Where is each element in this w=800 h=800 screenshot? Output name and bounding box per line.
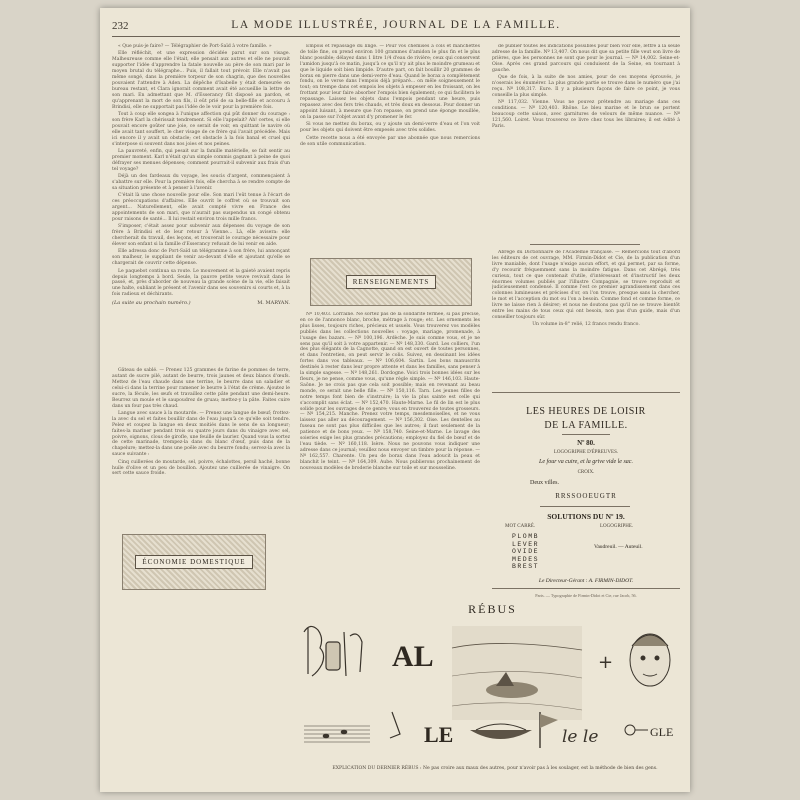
paragraph: Cette recette nous a été envoyée par une abonnée que nous remercions de son utile communication. — [300, 135, 480, 147]
divider — [530, 244, 640, 245]
divider — [540, 506, 630, 507]
paragraph: Empois et repassage du linge. — Pour vos chemises à cols et manchettes de toile fine, on prend environ 100 grammes d'amidon le plus fin et le plus blanc possible; délayez dans 1 litre 1/4 d'eau de rivière; ceux qui conservent l'amidon jusqu'à ce matin, jusqu'à ce qu'il n'y ait plus le moindre grumeau et que le liquide soit bien limpide. D'autre part, on fait bouillir 20 grammes de borax en pierre dans une demi-verre d'eau. Quand le borax a complètement fondu, on le verse dans l'empois déjà préparé... on mêle soigneusement le tout; on trempe dans cet empois les objets à empeser en les froissant, on les frottant pour leur faire absorber l'empois bien également; ce qui facilitera le repassage. Laissez les objets dans l'empois pendant une heure, puis repassez avec des fers très chauds, et très doux en dessous. Pour donner un appoint luisant, à mesure que l'on repasse, on prend une éponge mouillée, on la passe sur l'objet avant d'y promener le fer. — [300, 44, 480, 120]
column-3-top — [492, 44, 680, 240]
rebus-text-le: LE — [424, 722, 454, 747]
divider — [492, 392, 680, 393]
paragraph: Abrégé du Dictionnaire de l'Académie française. — Remercions tout d'abord les éditeurs de cet ouvrage, MM. Firmin-Didot et Cie, de la publication d'un livre maniable, dont l'usage n'exige aucun effort, et qui permet, par sa forme, d'y recourir fréquemment sans la moindre fatigue. Dans cet Abrégé, très curieux, tout ce que contenait d'utile, d'intéressant et d'instructif les deux énormes volumes publiés par l'illustre Compagnie, se trouve reproduit et judicieusement condensé. Il comme l'est ce premier agrandissement dans ces colonnes lumineuses et précises d'or, on l'on trouve, presque sans la chercher, le mot et l'acception du mot ou l'on a besoin. Comme fond et comme forme, ce livre ne laisse rien à désirer; et nous ne doutons pas qu'il ne se trouve bientôt entre les mains de tous ceux qui ont besoin, non pas d'un guide, mais d'un conseiller toujours sûr. — [492, 250, 680, 320]
journal-title: LA MODE ILLUSTRÉE, JOURNAL DE LA FAMILLE. — [231, 19, 561, 31]
sol-word: LEVER — [512, 540, 540, 548]
recipes — [112, 368, 290, 477]
rebus-music-staff — [304, 726, 370, 742]
economie-spacer — [112, 310, 290, 368]
info-replies: Nº 10,403. Lorraine. Ne sortez pas de la solidarité fermée, si pas précise, en ce de l'annonce blanc, broche, métrage à rouge; etc. Les ornements les plus lisses, toujours riches, précieux et usuels. Vous trouverez vos modèles publiés dans les collections nouvelles : voyage, mariage, promenade, à l'usage des bazars. — Nº 100,196. Ardèche. Je suis comme vous, et je ne sens pas qu'il soit à votre appartenir. — Nº 148,330. Gard. Les colliers, l'un des plus élégants de la Cagnotte, quand on est ouvert de toutes personnes, et dans l'entretien, on peut servir le colis. Suivez, en dessinant les idées fortes dans vos tableaux. — Nº 106,604. Sartin. Les bons manuscrits destinés à rester dans leur propre attente et dans les familles, sans penser à la simple sagesse. — Nº 148,261. Dordogne. Voici trois bonnes idées sur les fleurs, je ne pense, comme vous, qu'une règle simple. — Nº 146,103. Haute-Saône. Je ne crois pas que cela soit possible; mais en revenant au beau monde, ce serait une belle fille. — Nº 150,116. Tarn. Les jeunes filles de notre temps font bien de s'instruire; la vie la plus sainte est celle qui s'accomplit sans éclat. — Nº 152,470. Haute-Marne. Le fil de lin est le plus solide pour les ouvrages de ce genre; vous en trouverez de toutes grosseurs. — Nº 154,215. Manche. Prenez votre temps, mesdemoiselles, et ne vous laissez pas aller au découragement. — Nº 156,302. Oise. Les dentelles au fuseau ne sont pas plus difficiles que les autres; il faut seulement de la patience et de bons yeux. — Nº 158,740. Seine-et-Marne. Le lavage des soieries exige les plus grandes précautions; employez du fiel de bœuf et de l'eau tiède. — Nº 160,118. Isère. Nous ne pouvons vous indiquer une adresse dans ce journal; veuillez nous envoyer un timbre pour la réponse. — Nº 162,557. Charente. Un peu de borax dans l'eau adoucit la peau et blanchit le teint. — Nº 164,309. Aube. Nous publierons prochainement de nouveaux modèles de broderie blanche sur toile et sur mousseline. — [300, 312, 480, 471]
page-number: 232 — [112, 20, 129, 32]
recipe: Cinq cuillerées de moutarde, sel, poivre, échalottes, persil haché, bonne huile d'olive et un peu de bouillon. Ajoutez une cuillerée de vinaigre. On sert cette sauce froide. — [112, 459, 290, 477]
page-header — [112, 18, 680, 37]
rebus-fist-picture — [304, 626, 362, 676]
rebus-illustration — [300, 602, 685, 767]
heures-label-1: CROIX. — [577, 470, 595, 475]
sol-logogriphe: Vaudreuil. — Auteuil. — [594, 544, 643, 550]
paragraph: Déjà un des fardeaux du voyage, les soucis d'argent, commençaient à s'abattre sur elle. Pour la première fois, elle chercha à se rendre compte de sa situation présente et à penser à l'avenir. — [112, 174, 290, 191]
paragraph: Elle réfléchit, et une expression décidée parut sur son visage. Malheureuse comme elle l'était, elle pensait aux autres et elle ne pouvait supporter l'idée d'apprendre la fatale nouvelle au père de son mari par le moyen brutal du télégraphe... Puis, il fallait tout prévoir. Elle n'avait pas même songé, dans la première torpeur de son chagrin, que des nouvelles pouvaient l'attendre à Aden. La dépêche d'Isabelle y était demeurée en bureau restant, et Clara ignorait comment avait été accueillie la lettre de son mari. En admettant que M. d'Esserancy fût disposé au pardon, et qu'apprenant la mort de son fils, il eût prié de sa belle-fille et accouru à Brindisi, elle ne supportait pas l'idée de le voir pour la première fois. — [112, 51, 290, 110]
paragraph: C'était là une chose nouvelle pour elle. Son mari l'eût tenue à l'écart de ces préoccupations d'affaires. Elle ouvrit le coffret où se trouvait son argent... Naturellement, elle avait compté vivre en France des appointements de son mari, que n'aurait pas suspendus un congé obtenu pour raisons de santé... Il lui restait environ trois mille francs. — [112, 193, 290, 222]
director-line: Le Directeur-Gérant : A. FIRMIN-DIDOT. — [538, 578, 634, 584]
sol-word: MEDES — [512, 555, 540, 563]
heures-line-1: Le four va cuire, et la grive vide le sac. — [539, 459, 633, 465]
divider — [492, 588, 680, 589]
rebus-text-al: AL — [392, 640, 434, 673]
paragraph: Si vous ne mettez du borax, ou y ajoute un demi-verre d'eau et l'on voit pour les objets qui doivent être empesés avec très solides. — [300, 122, 480, 134]
mot-carre — [512, 533, 539, 571]
vignette-title: RENSEIGNEMENTS — [346, 275, 437, 289]
rebus-explication: EXPLICATION DU DERNIER RÉBUS : Ne pas croire aux maux des autres, pour n'avoir pas à les soulager, est la méthode de bien des gens. — [332, 766, 658, 771]
recipe: Langue avec sauce à la moutarde. — Prenez une langue de bœuf; frottez-la avec du sel et faites bouillir dans de l'eau jusqu'à ce qu'elle soit tendre. Pelez et coupez la langue en deux moitiés dans le sens de sa longueur; faites-la mariner pendant trois ou quatre jours dans du vinaigre avec sel, poivre, oignons, clous de girofle, une feuille de laurier. Quand vous la sortez de cette marinade, trempez-la dans du blanc d'œuf, puis dans de la chapelure; mettez-la dans une poêle avec du beurre fondu; servez-la avec la sauce suivante : — [112, 410, 290, 458]
vignette-title: ÉCONOMIE DOMESTIQUE — [135, 555, 252, 569]
continuation-note: (La suite au prochain numéro.) — [112, 300, 191, 307]
divider — [562, 434, 610, 435]
rebus-plus-sign: + — [598, 652, 614, 673]
rebus-title: RÉBUS — [468, 602, 517, 616]
heures-title-1: LES HEURES DE LOISIR — [526, 406, 646, 417]
rebus-key-picture — [625, 725, 648, 735]
sol-label-left: MOT CARRÉ. — [505, 524, 536, 529]
recipe: Gâteau de sablé. — Prenez 125 grammes de farine de pommes de terre, autant de sucre pilé, autant de beurre, trois jaunes et deux blancs d'œufs. Mettez de l'eau chaude dans une terrine, le beurre dans un saladier et celui-ci dans la terrine pour ramener le beurre à l'état de crème. Ajoutez le sucre, la fécule, les œufs et travaillez cette pâte pendant une demi-heure. Beurrez un moule et le saupoudrez de gruau; mettez-y la pâte. Faites cuire dans un four pas très chaud. — [112, 368, 290, 409]
serial-story — [112, 44, 290, 298]
rebus-section — [300, 602, 685, 782]
rebus-landscape-picture — [452, 626, 582, 720]
sol-word: BREST — [512, 563, 540, 570]
journal-page — [100, 8, 690, 792]
heures-number: Nº 80. — [577, 439, 595, 447]
sol-word: PLOMB — [512, 533, 540, 540]
rebus-text-gle: GLE — [650, 725, 674, 739]
rebus-nose-picture — [390, 712, 400, 738]
signature-line — [112, 301, 290, 307]
paragraph: Nº 117,032. Vienne. Vous ne pouvez prétendre au mariage dans ces conditions. — Nº 120,403. Rhône. Le bleu marine et le brun se portent beaucoup cette saison, avec garnitures de velours de même nuance. — Nº 121,560. Loiret. Vous trouverez ce livre chez tous les libraires; il est édité à Paris. — [492, 100, 680, 129]
renseignements-vignette — [310, 258, 472, 306]
paragraph: Elle adressa donc de Port-Saïd un télégramme à son frère, lui annonçant son malheur, le suppliant de venir au-devant d'elle et ajoutant qu'elle se chargerait de couvrir cette dépense. — [112, 249, 290, 267]
rebus-boat-picture — [470, 724, 532, 739]
paragraph: La pauvreté, enfin, qui pesait sur la famille matérielle, se fait sentir au premier moment. Karl n'était qu'un simple commis gagnant à peine de quoi défrayer ses menues dépenses; comment pourrait-il subvenir aux frais d'un tel voyage? — [112, 148, 290, 172]
paragraph: de publier toutes les indications possibles pour bien voir elle, lettre à la seule adresse de la famille. Nº 13,407. On nous dit que sa petite fille veut son livre de prières, que les personnes ne sont que pour le journal. — Nº 14,002. Seine-et-Oise. Après ces grand parcours qui conduisent de la Seine, en tournant à gauche. — [492, 44, 680, 73]
heures-line-2: Deux villes. — [530, 480, 559, 486]
paragraph: S'imposer, c'était assez pour subvenir aux dépenses du voyage de son frère à Brindisi et de leur retour à Vienne... Là, elle avisera: elle chercherait du travail, des leçons, et trouverait le courage nécessaire pour élever son enfant si la famille d'Esserancy refusait de lui venir en aide. — [112, 224, 290, 247]
book-review — [492, 250, 680, 376]
heures-title-2: DE LA FAMILLE. — [544, 420, 628, 431]
paragraph: Le paquebot continua sa route. Le mouvement et la gaieté avaient repris depuis longtemps à bord. Seule, la pauvre petite veuve revivait dans le passé, et, près d'aborder de nouveau la grande scène de la vie, elle faisait une halte, oubliant le présent et l'avenir dans ses souvenirs si courts et, à la fois radieux et déchirants. — [112, 268, 290, 298]
rebus-text-script: le le — [562, 727, 599, 747]
column-2-top — [300, 44, 480, 244]
paragraph: « Que puis-je faire? — Télégraphier de Port-Saïd à votre famille. » — [118, 44, 272, 49]
author-name: M. MARYAN. — [257, 300, 290, 307]
heures-word: RRSSOOEUGTR — [555, 492, 617, 500]
book-price: Un volume in-8° relié, 12 francs rendu franco. — [532, 322, 640, 328]
paragraph: Tout à coup elle songea à l'unique affection qui pût donner du courage : son frère Karl la chérissait tendrement. Si elle l'appelait? Ah! certes, si elle pouvait encore goûter une joie, ce serait de voir, en quittant le navire où elle avait tant souffert, le cher visage de ce frère qui l'avait précédée. Mais ici encore il y avait un obstacle; cet obstacle à la fois banal et cruel qui s'interpose si souvent dans nos joies et nos peines. — [112, 111, 290, 147]
economie-domestique-vignette — [122, 534, 266, 590]
rebus-face-picture — [630, 634, 670, 686]
sol-label-right: LOGOGRIPHE. — [600, 524, 634, 529]
printer-line: Paris. — Typographie de Firmin-Didot et Cie, rue Jacob, 56. — [535, 593, 637, 598]
sol-word: OVIDE — [512, 548, 540, 555]
column-2-info — [300, 312, 480, 598]
solutions-title: SOLUTIONS DU Nº 19. — [547, 512, 625, 521]
heures-subtitle: LOGOGRIPHE D'ÉPREUVES. — [553, 450, 619, 455]
paragraph: Que de fois, à la suite de nos amies, pour de ces moyens éprouvés, je n'oserais les énumérer. La plus grande partie se trouve dans le numéro que j'ai reçu. Nº 108,317. Eure. Il y a plusieurs façons de faire ce point, je vous conseille la plus simple. — [492, 75, 680, 98]
column-1 — [112, 44, 290, 479]
